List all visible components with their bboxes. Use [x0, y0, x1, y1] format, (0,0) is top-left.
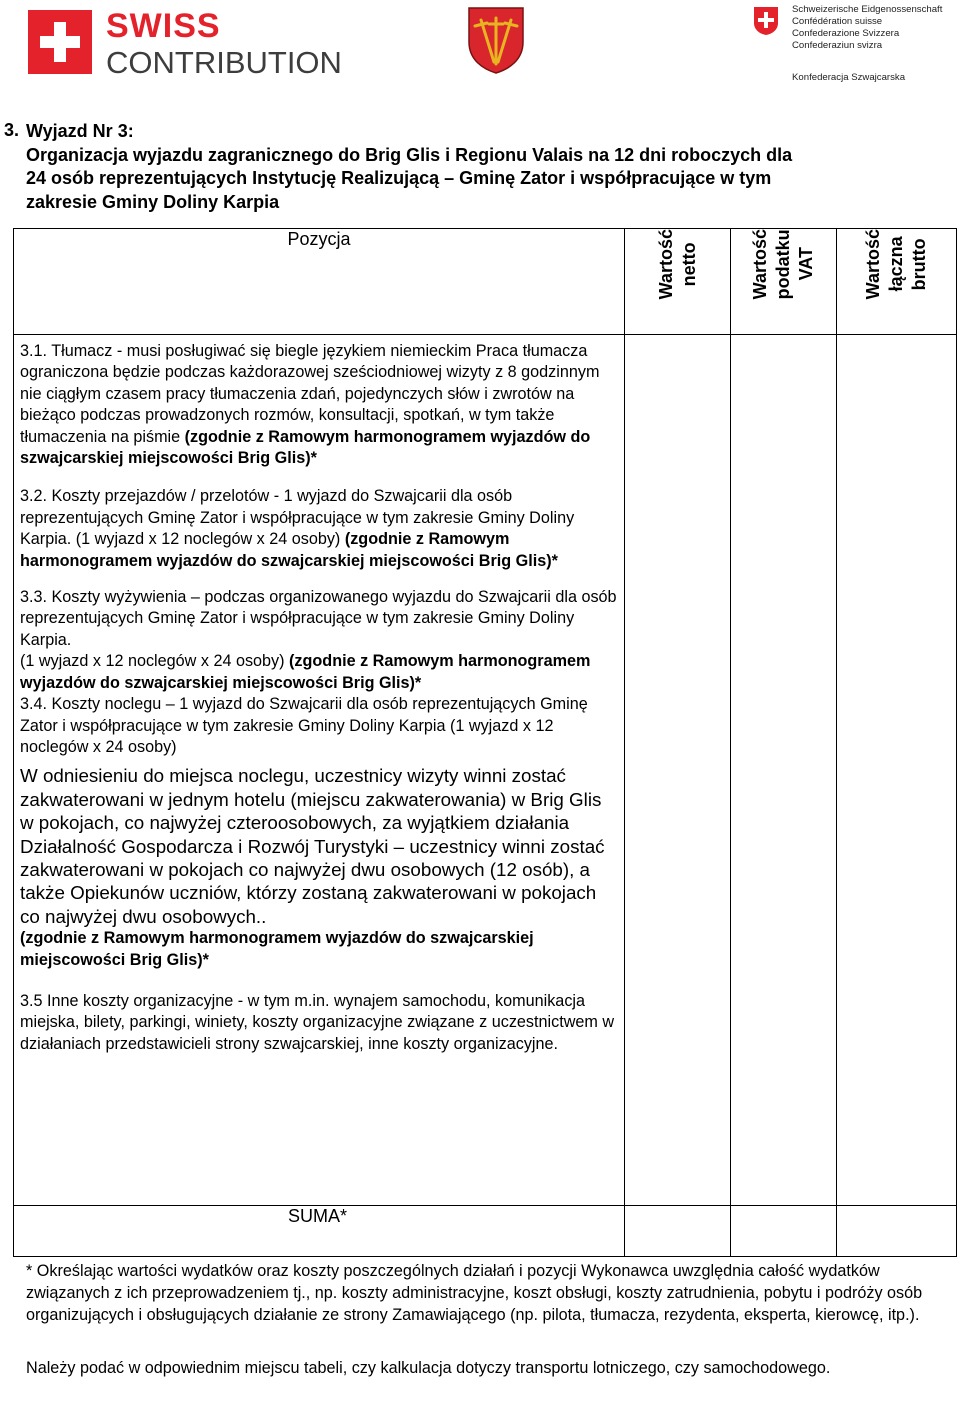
table-header-row: [14, 229, 957, 335]
item-3-3-bold: (zgodnie z Ramowym harmonogramem wyjazdów do szwajcarskiej miejscowości Brig Glis)*: [20, 652, 591, 692]
header-vat-line: Wartość: [750, 229, 770, 300]
item-3-1: [20, 341, 618, 469]
swiss-flag-icon: [28, 10, 92, 74]
item-3-4-bold: (zgodnie z Ramowym harmonogramem wyjazdów do szwajcarskiej miejscowości Brig Glis)*: [20, 929, 534, 969]
header-vat-line: podatku: [773, 229, 793, 300]
table-row: [14, 335, 957, 1206]
netto-value-cell[interactable]: [625, 335, 731, 1206]
sum-brutto-cell[interactable]: [837, 1206, 957, 1257]
item-3-4-accommodation-note: W odniesieniu do miejsca noclegu, uczestnicy wizyty winni zostać zakwaterowani w jednym hotelu (miejscu zakwaterowania) w Brig Glis w pokojach, co najwyżej czteroosobowych, za wyjątkiem działania Działalność Gospodarcza i Rozwój Turystyki – uczestnicy winni zostać zakwaterowani w pokojach co najwyżej dwu osobowych (12 osób), a także Opiekunów uczniów, którzy zostaną zakwaterowani w pokojach co najwyżej dwu osobowych..: [20, 765, 605, 927]
sum-vat-cell[interactable]: [731, 1206, 837, 1257]
confed-line-de: Schweizerische Eidgenossenschaft: [792, 4, 943, 15]
swiss-contribution-logo: [28, 8, 348, 80]
swiss-shield-icon: [753, 6, 779, 36]
sum-label: SUMA*: [14, 1206, 625, 1257]
item-3-3-text2: (1 wyjazd x 12 noclegów x 24 osoby): [20, 652, 285, 671]
header-netto: [625, 229, 731, 335]
heading-line: 24 osób reprezentujących Instytucję Realizującą – Gminę Zator i współpracujące w tym: [26, 168, 772, 188]
item-3-1-bold: (zgodnie z Ramowym harmonogramem wyjazdów do szwajcarskiej miejscowości Brig Glis)*: [20, 427, 591, 468]
header-brutto-line: łączna: [886, 236, 906, 292]
sum-netto-cell[interactable]: [625, 1206, 731, 1257]
section-number: 3.: [4, 120, 20, 140]
heading-line: zakresie Gminy Doliny Karpia: [26, 191, 280, 212]
sum-row: [14, 1206, 957, 1257]
confed-line-rm: Confederaziun svizra: [792, 40, 883, 51]
cost-table: [13, 228, 957, 1257]
heading-line: Organizacja wyjazdu zagranicznego do Brig Glis i Regionu Valais na 12 dni roboczych dla: [26, 144, 793, 165]
header-pozycja: Pozycja: [14, 229, 625, 335]
items-description-cell: [14, 335, 625, 1206]
item-3-2-text: 3.2. Koszty przejazdów / przelotów - 1 wyjazd do Szwajcarii dla osób reprezentujących Gminę Zator i współpracujące w tym zakresie Gminy Doliny Karpia. (1 wyjazd x 12 noclegów x 24 osoby): [20, 487, 575, 549]
item-3-5: 3.5 Inne koszty organizacyjne - w tym m.in. wynajem samochodu, komunikacja miejska, bilety, parkingi, winiety, koszty organizacyjne związane z uczestnictwem w działaniach przedstawicieli strony szwajcarskiej, inne koszty organizacyjne.: [20, 991, 615, 1053]
item-3-2: [20, 486, 618, 572]
swiss-confederation-logo: [752, 4, 960, 84]
confed-line-it: Confederazione Svizzera: [792, 28, 900, 39]
header-netto-line: Wartość: [655, 229, 676, 300]
header-vat-line: VAT: [796, 247, 816, 281]
header-brutto-line: brutto: [909, 238, 929, 291]
logo-word-contribution: CONTRIBUTION: [106, 45, 342, 80]
item-3-4: 3.4. Koszty noclegu – 1 wyjazd do Szwajcarii dla osób reprezentujących Gminę Zator i współpracujące w tym zakresie Gminy Doliny Karpia (1 wyjazd x 12 noclegów x 24 osoby): [20, 695, 588, 756]
confederation-names: [792, 4, 942, 52]
confed-line-fr: Confédération suisse: [792, 16, 883, 27]
header-netto-line: netto: [678, 242, 699, 287]
header-brutto-line: Wartość: [863, 229, 883, 300]
item-3-3: [20, 587, 618, 694]
logo-word-swiss: SWISS: [106, 7, 221, 45]
brutto-value-cell[interactable]: [837, 335, 957, 1206]
header-vat: [731, 229, 837, 335]
confed-line-pl: Konfederacja Szwajcarska: [792, 72, 906, 83]
zator-coat-of-arms-icon: [467, 6, 525, 74]
item-3-1-text: 3.1. Tłumacz - musi posługiwać się biegle językiem niemieckim Praca tłumacza ograniczona będzie podczas każdorazowej sześciodniowej wizyty z 8 godzinnym nie ciągłym czasem pracy tłumaczenia zdań, pojedynczych słów i zwrotów na bieżąco podczas prowadzonych rozmów, konsultacji, spotkań, w tym także tłumaczenia na piśmie: [20, 342, 600, 446]
vat-value-cell[interactable]: [731, 335, 837, 1206]
header-brutto: [837, 229, 957, 335]
heading-line: Wyjazd Nr 3:: [26, 121, 134, 141]
transport-note: Należy podać w odpowiednim miejscu tabeli, czy kalkulacja dotyczy transportu lotniczego, czy samochodowego.: [26, 1359, 831, 1377]
item-3-2-bold: (zgodnie z Ramowym harmonogramem wyjazdów do szwajcarskiej miejscowości Brig Glis)*: [20, 530, 558, 570]
footnote: * Określając wartości wydatków oraz koszty poszczególnych działań i pozycji Wykonawca uwzględnia całość wydatków związanych z ich przeprowadzeniem tj., np. koszty administracyjne, koszt obsługi, koszty zatrudnienia, pobytu i podróży osób organizujących i obsługujących działanie ze strony Zamawiającego (np. pilota, tłumacza, rezydenta, eksperta, kierowcę, itp.).: [26, 1262, 923, 1324]
item-3-3-text: 3.3. Koszty wyżywienia – podczas organizowanego wyjazdu do Szwajcarii dla osób reprezentujących Gminę Zator i współpracujące w tym zakresie Gminy Doliny Karpia.: [20, 588, 617, 649]
